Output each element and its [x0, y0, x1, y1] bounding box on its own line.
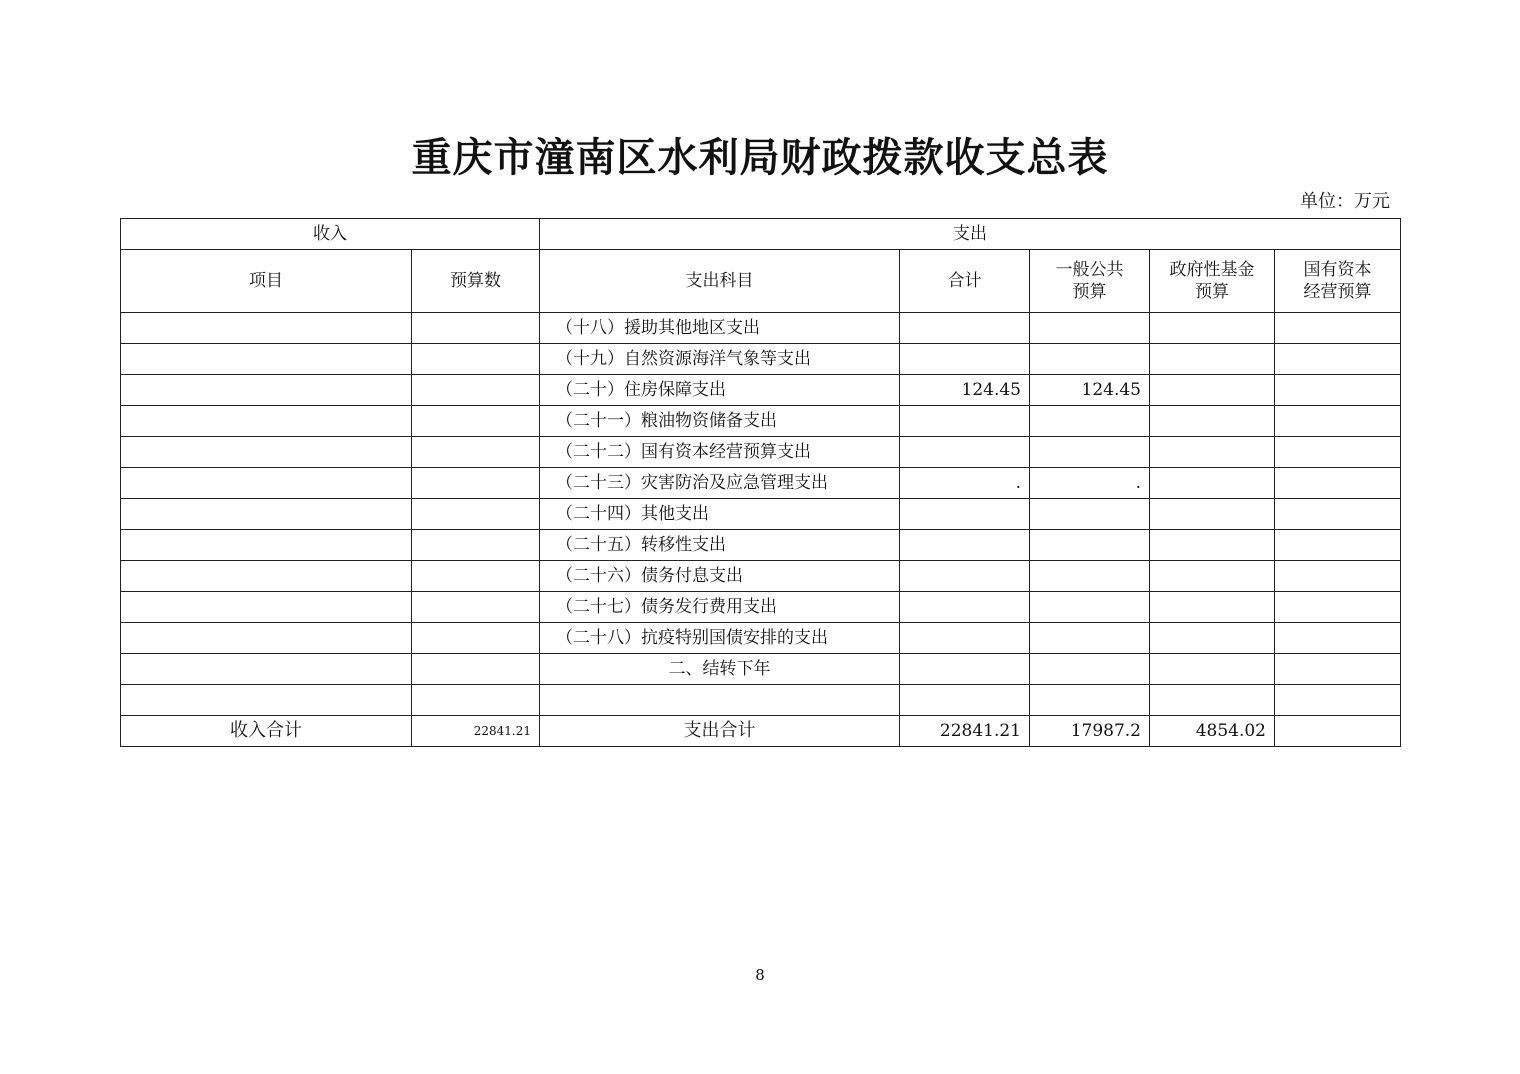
- expense-total: 22841.21: [900, 716, 1030, 747]
- item-cell: [121, 592, 412, 623]
- state-cell: [1275, 437, 1401, 468]
- fund-cell: [1150, 592, 1275, 623]
- budget-cell: [412, 561, 540, 592]
- item-cell: [121, 654, 412, 685]
- item-cell: [121, 530, 412, 561]
- subject-cell: （二十三）灾害防治及应急管理支出: [540, 468, 900, 499]
- general-cell: [1030, 592, 1150, 623]
- general-cell: [1030, 313, 1150, 344]
- general-cell: [1030, 654, 1150, 685]
- col-subject: 支出科目: [540, 250, 900, 313]
- table-row: [121, 685, 1401, 716]
- expense-total-label: 支出合计: [540, 716, 900, 747]
- table-row: [121, 592, 1401, 623]
- unit-label: 单位：万元: [1300, 191, 1390, 212]
- subject-cell: （二十六）债务付息支出: [540, 561, 900, 592]
- state-cell: [1275, 313, 1401, 344]
- total-cell: [900, 654, 1030, 685]
- subject-cell: （二十八）抗疫特别国债安排的支出: [540, 623, 900, 654]
- state-cell: [1275, 530, 1401, 561]
- table-row: [121, 344, 1401, 375]
- total-cell: 124.45: [900, 375, 1030, 406]
- item-cell: [121, 561, 412, 592]
- fund-cell: [1150, 437, 1275, 468]
- budget-cell: [412, 437, 540, 468]
- page-title: 重庆市潼南区水利局财政拨款收支总表: [411, 134, 1109, 181]
- budget-cell: [412, 623, 540, 654]
- total-cell: [900, 344, 1030, 375]
- item-cell: [121, 437, 412, 468]
- table-row: [121, 561, 1401, 592]
- total-cell: .: [900, 468, 1030, 499]
- general-cell: 124.45: [1030, 375, 1150, 406]
- fund-cell: [1150, 406, 1275, 437]
- fund-cell: [1150, 685, 1275, 716]
- budget-cell: [412, 592, 540, 623]
- fund-cell: [1150, 344, 1275, 375]
- table-row: [121, 530, 1401, 561]
- income-header: 收入: [121, 219, 540, 250]
- fund-cell: [1150, 530, 1275, 561]
- general-cell: [1030, 437, 1150, 468]
- item-cell: [121, 375, 412, 406]
- income-total-value: 22841.21: [412, 716, 540, 747]
- fund-cell: [1150, 375, 1275, 406]
- total-cell: [900, 499, 1030, 530]
- totals-row: [121, 716, 1401, 747]
- fund-cell: [1150, 623, 1275, 654]
- general-cell: [1030, 530, 1150, 561]
- expense-state-total: [1275, 716, 1401, 747]
- budget-cell: [412, 406, 540, 437]
- total-cell: [900, 530, 1030, 561]
- table-row: [121, 623, 1401, 654]
- subject-cell: 二、结转下年: [540, 654, 900, 685]
- budget-cell: [412, 468, 540, 499]
- subject-cell: （十九）自然资源海洋气象等支出: [540, 344, 900, 375]
- table-row: [121, 406, 1401, 437]
- col-total: 合计: [900, 250, 1030, 313]
- expense-general-total: 17987.2: [1030, 716, 1150, 747]
- subject-cell: （二十一）粮油物资储备支出: [540, 406, 900, 437]
- state-cell: [1275, 592, 1401, 623]
- table-row: [121, 437, 1401, 468]
- page-number: 8: [755, 966, 765, 984]
- fund-cell: [1150, 468, 1275, 499]
- state-cell: [1275, 499, 1401, 530]
- state-cell: [1275, 685, 1401, 716]
- col-fund: 政府性基金 预算: [1150, 250, 1275, 313]
- general-cell: [1030, 499, 1150, 530]
- budget-cell: [412, 685, 540, 716]
- subject-cell: [540, 685, 900, 716]
- subject-cell: （二十二）国有资本经营预算支出: [540, 437, 900, 468]
- table-row: [121, 468, 1401, 499]
- fund-cell: [1150, 654, 1275, 685]
- state-cell: [1275, 654, 1401, 685]
- table-row: [121, 313, 1401, 344]
- item-cell: [121, 685, 412, 716]
- state-cell: [1275, 344, 1401, 375]
- state-cell: [1275, 406, 1401, 437]
- subject-cell: （二十）住房保障支出: [540, 375, 900, 406]
- item-cell: [121, 499, 412, 530]
- state-cell: [1275, 468, 1401, 499]
- income-total-label: 收入合计: [121, 716, 412, 747]
- table-row: [121, 499, 1401, 530]
- budget-table: [120, 218, 1401, 747]
- general-cell: .: [1030, 468, 1150, 499]
- total-cell: [900, 406, 1030, 437]
- item-cell: [121, 623, 412, 654]
- item-cell: [121, 344, 412, 375]
- col-budget: 预算数: [412, 250, 540, 313]
- col-state: 国有资本 经营预算: [1275, 250, 1401, 313]
- item-cell: [121, 468, 412, 499]
- col-general: 一般公共 预算: [1030, 250, 1150, 313]
- subject-cell: （二十七）债务发行费用支出: [540, 592, 900, 623]
- subject-cell: （二十五）转移性支出: [540, 530, 900, 561]
- budget-cell: [412, 499, 540, 530]
- state-cell: [1275, 561, 1401, 592]
- total-cell: [900, 623, 1030, 654]
- column-header-row: [121, 250, 1401, 313]
- subject-cell: （十八）援助其他地区支出: [540, 313, 900, 344]
- item-cell: [121, 406, 412, 437]
- total-cell: [900, 685, 1030, 716]
- state-cell: [1275, 375, 1401, 406]
- budget-cell: [412, 344, 540, 375]
- fund-cell: [1150, 499, 1275, 530]
- subject-cell: （二十四）其他支出: [540, 499, 900, 530]
- total-cell: [900, 437, 1030, 468]
- general-cell: [1030, 561, 1150, 592]
- total-cell: [900, 313, 1030, 344]
- item-cell: [121, 313, 412, 344]
- budget-cell: [412, 530, 540, 561]
- general-cell: [1030, 344, 1150, 375]
- budget-cell: [412, 375, 540, 406]
- general-cell: [1030, 623, 1150, 654]
- budget-cell: [412, 654, 540, 685]
- total-cell: [900, 592, 1030, 623]
- fund-cell: [1150, 561, 1275, 592]
- col-item: 项目: [121, 250, 412, 313]
- budget-cell: [412, 313, 540, 344]
- fund-cell: [1150, 313, 1275, 344]
- expense-header: 支出: [540, 219, 1401, 250]
- expense-fund-total: 4854.02: [1150, 716, 1275, 747]
- state-cell: [1275, 623, 1401, 654]
- general-cell: [1030, 685, 1150, 716]
- table-row: [121, 654, 1401, 685]
- header-band-row: [121, 219, 1401, 250]
- table-row: [121, 375, 1401, 406]
- general-cell: [1030, 406, 1150, 437]
- total-cell: [900, 561, 1030, 592]
